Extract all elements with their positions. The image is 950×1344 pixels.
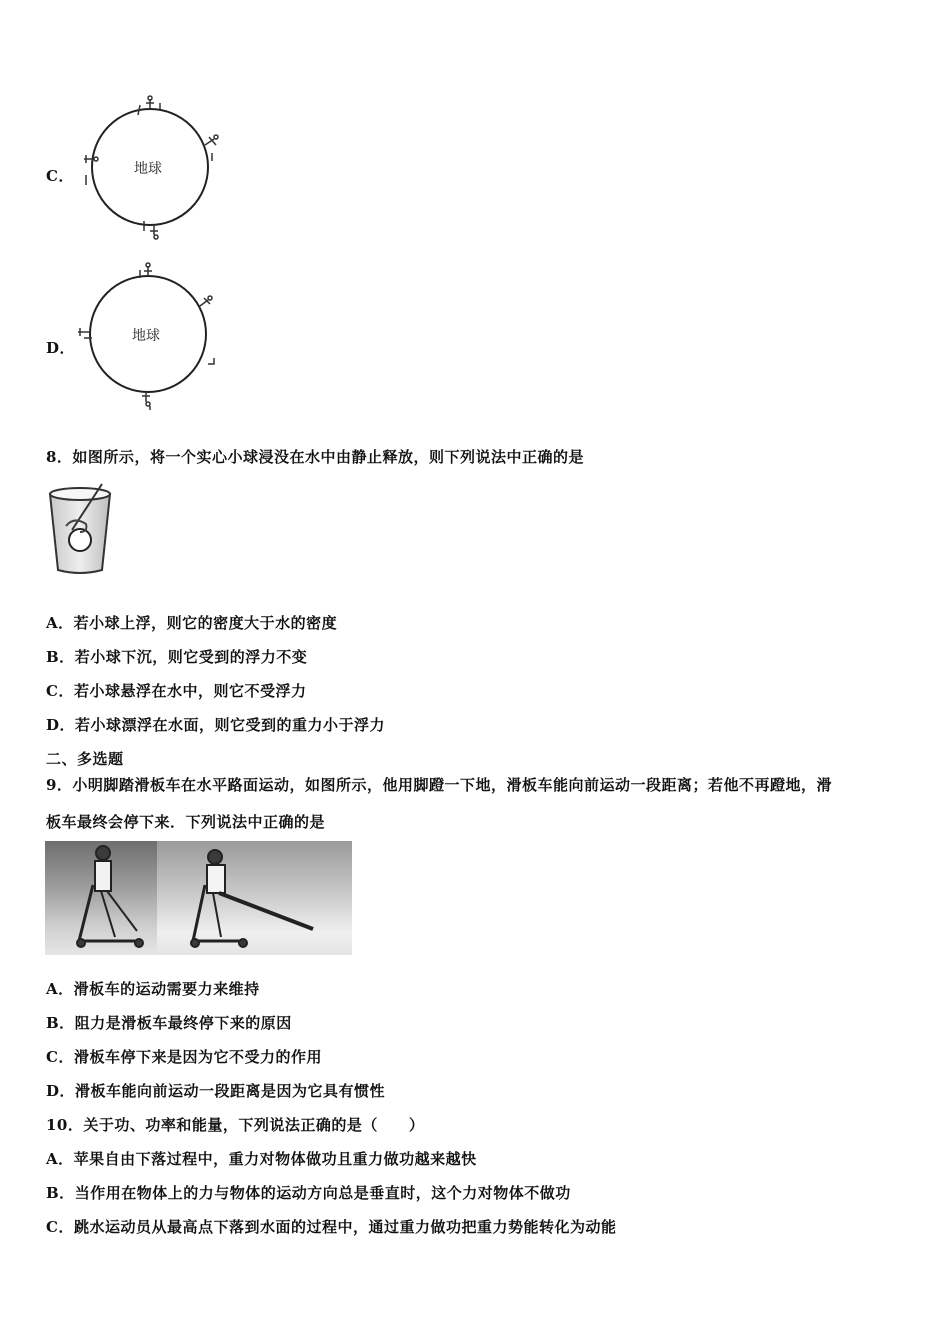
q9-option-c-letter: C．	[46, 1048, 74, 1066]
q9-stem-line2: 板车最终会停下来．下列说法中正确的是	[46, 813, 326, 831]
q10-option-a-letter: A．	[46, 1150, 74, 1168]
q9-option-c-text: 滑板车停下来是因为它不受力的作用	[73, 1048, 322, 1066]
q8-option-b-letter: B．	[46, 648, 75, 666]
q9-option-b-text: 阻力是滑板车最终停下来的原因	[74, 1014, 292, 1032]
q10-option-c-text: 跳水运动员从最高点下落到水面的过程中，通过重力做功把重力势能转化为动能	[73, 1218, 617, 1236]
q10-option-c[interactable]	[46, 1216, 616, 1237]
q8-option-d-letter: D．	[46, 716, 76, 734]
q9-scooter-photo	[45, 841, 352, 955]
q9-option-c[interactable]	[46, 1046, 322, 1067]
q10-option-b[interactable]	[46, 1182, 571, 1203]
q9-stem-line1: 9．小明脚踏滑板车在水平路面运动，如图所示，他用脚蹬一下地，滑板车能向前运动一段距离；若他不再蹬地，滑	[46, 776, 832, 794]
q7-option-c-earth-label: 地球	[134, 161, 162, 177]
q9-option-a[interactable]	[46, 978, 260, 999]
q8-option-d[interactable]	[46, 714, 385, 735]
q8-option-c-text: 若小球悬浮在水中，则它不受浮力	[73, 682, 307, 700]
q8-option-b-text: 若小球下沉，则它受到的浮力不变	[74, 648, 308, 666]
q8-option-b[interactable]	[46, 646, 307, 667]
q10-option-b-text: 当作用在物体上的力与物体的运动方向总是垂直时，这个力对物体不做功	[74, 1184, 571, 1202]
q10-option-b-letter: B．	[46, 1184, 75, 1202]
q7-option-d-earth-label: 地球	[132, 328, 160, 344]
q8-option-c-letter: C．	[46, 682, 74, 700]
q9-option-d-letter: D．	[46, 1082, 76, 1100]
q10-option-a[interactable]	[46, 1148, 477, 1169]
section-title-multiple-choice: 二、多选题	[46, 750, 124, 768]
q9-option-d-text: 滑板车能向前运动一段距离是因为它具有惯性	[75, 1082, 386, 1100]
q9-option-a-text: 滑板车的运动需要力来维持	[73, 980, 260, 998]
q8-option-a-letter: A．	[46, 614, 74, 632]
q8-option-d-text: 若小球漂浮在水面，则它受到的重力小于浮力	[75, 716, 386, 734]
q9-option-d[interactable]	[46, 1080, 385, 1101]
q7-option-c-letter: C．	[46, 167, 74, 185]
q9-option-b[interactable]	[46, 1012, 292, 1033]
q10-stem: 10．关于功、功率和能量，下列说法正确的是（ ）	[46, 1116, 425, 1134]
q8-option-c[interactable]	[46, 680, 306, 701]
q7-option-d-letter: D．	[46, 339, 76, 357]
q8-stem: 8．如图所示，将一个实心小球浸没在水中由静止释放，则下列说法中正确的是	[46, 448, 584, 466]
q7-option-d-earth-diagram	[74, 262, 234, 412]
q10-option-c-letter: C．	[46, 1218, 74, 1236]
q7-option-c-earth-diagram	[78, 95, 228, 245]
q8-option-a-text: 若小球上浮，则它的密度大于水的密度	[73, 614, 338, 632]
q8-option-a[interactable]	[46, 612, 337, 633]
q8-beaker-figure	[44, 480, 116, 576]
q9-option-b-letter: B．	[46, 1014, 75, 1032]
q9-option-a-letter: A．	[46, 980, 74, 998]
q9-photo-figures	[45, 841, 352, 955]
q10-option-a-text: 苹果自由下落过程中，重力对物体做功且重力做功越来越快	[73, 1150, 477, 1168]
